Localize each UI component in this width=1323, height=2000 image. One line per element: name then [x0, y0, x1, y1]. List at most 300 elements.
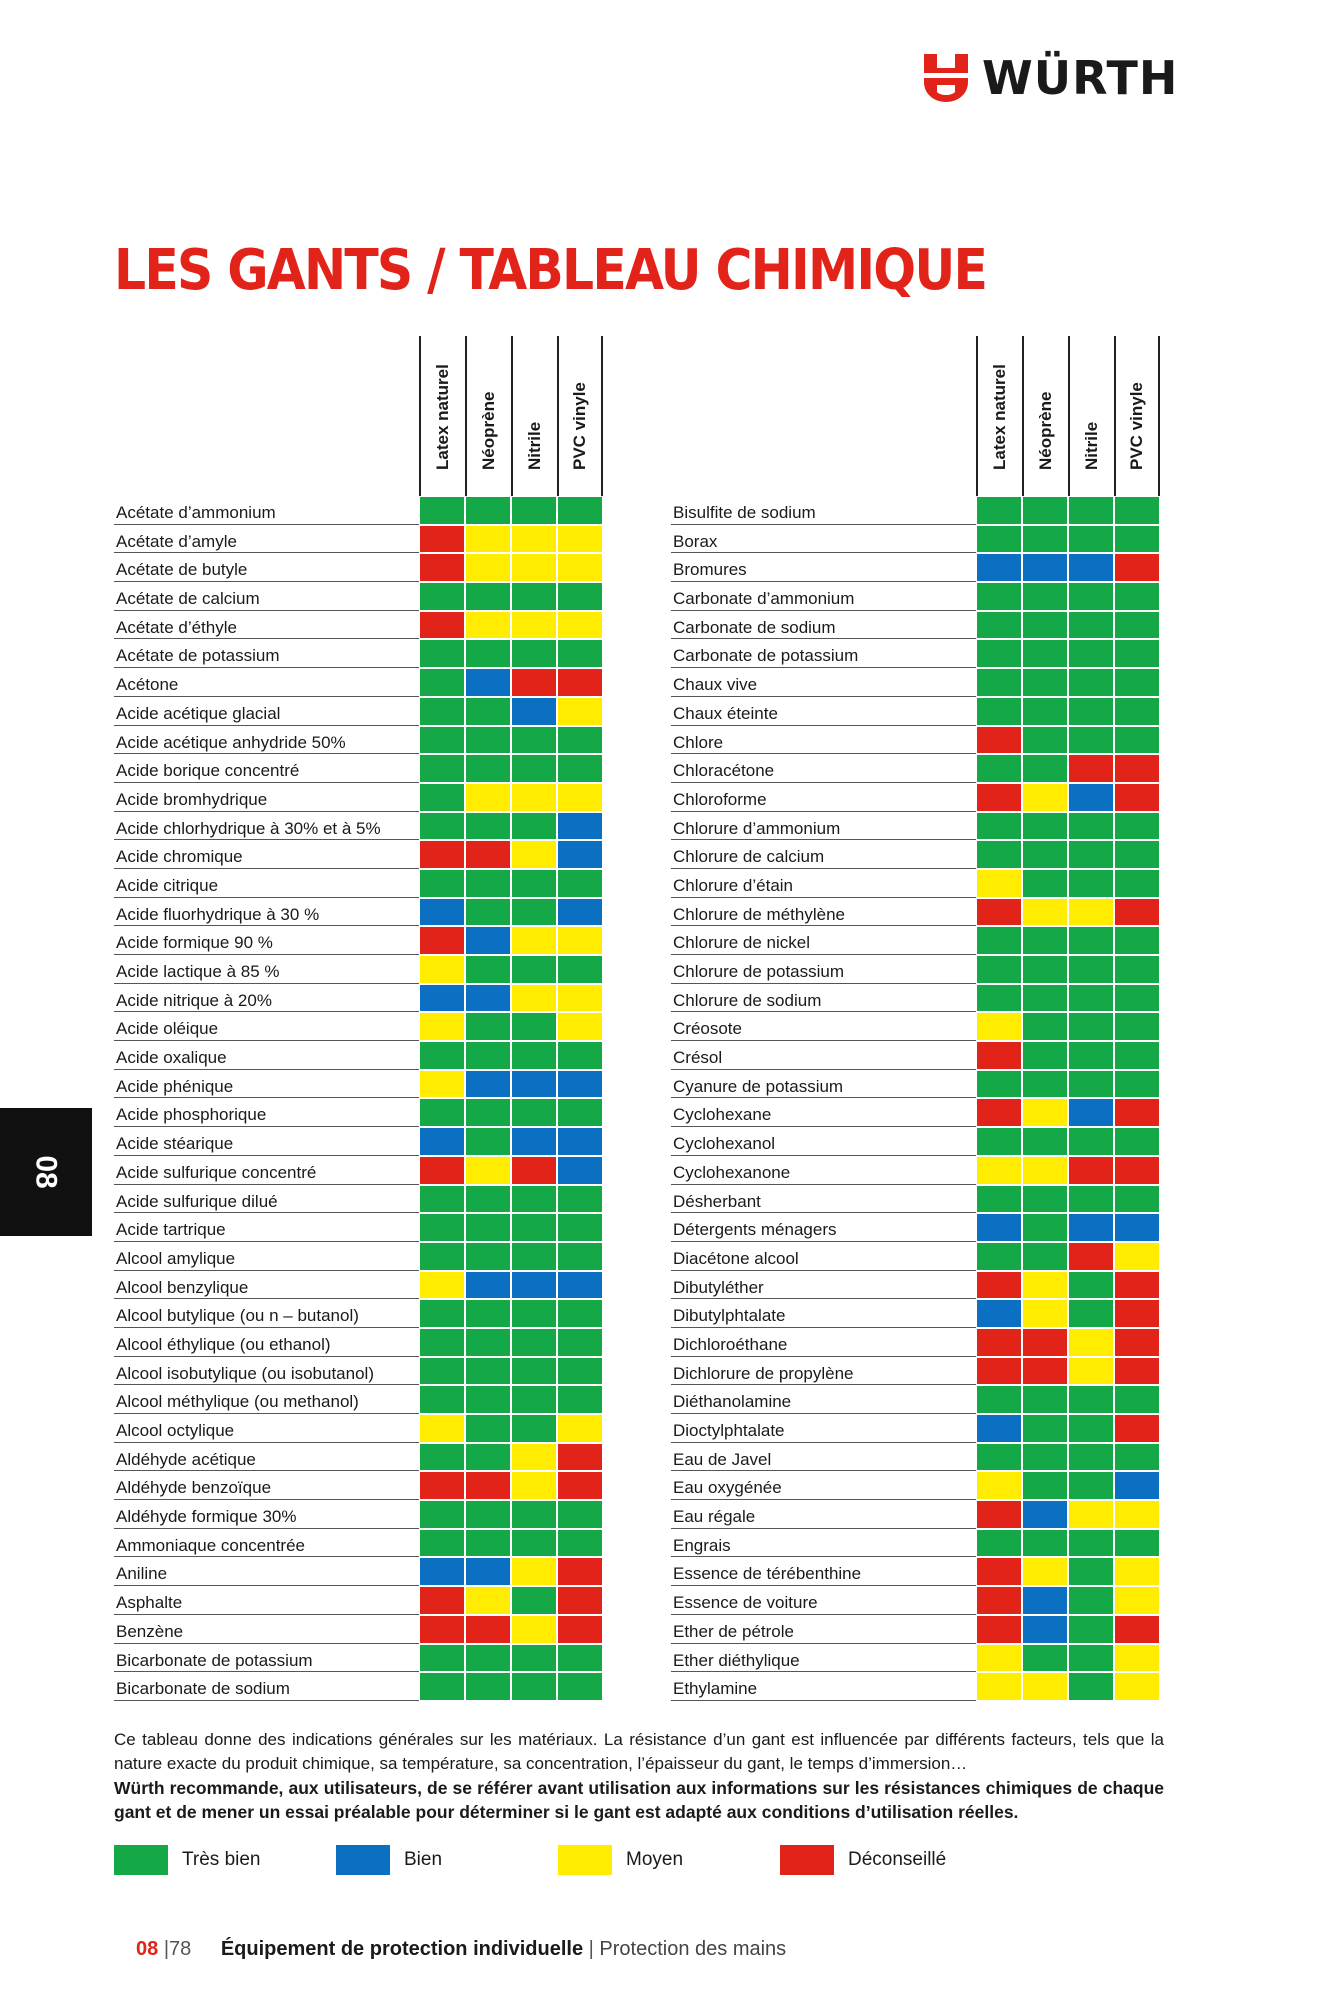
rating-cell — [1069, 1157, 1113, 1184]
rating-cell — [1115, 1501, 1159, 1528]
rating-cell — [512, 1358, 556, 1385]
section-tab-label: 08 — [30, 1155, 63, 1189]
rating-cell — [1023, 583, 1067, 610]
rating-cell — [558, 1558, 602, 1585]
rating-cell — [420, 1186, 464, 1213]
table-row — [114, 984, 603, 1013]
rating-cell — [1023, 727, 1067, 754]
chemical-name: Acide acétique anhydride 50% — [114, 726, 419, 755]
rating-cell — [1115, 698, 1159, 725]
rating-cell — [420, 612, 464, 639]
rating-cell — [558, 1186, 602, 1213]
rating-cell — [466, 1128, 510, 1155]
chemical-name: Acide chlorhydrique à 30% et à 5% — [114, 812, 419, 841]
rating-cell — [1023, 1329, 1067, 1356]
rating-cell — [420, 1616, 464, 1643]
table-row — [671, 582, 1160, 611]
rating-cell — [420, 1099, 464, 1126]
legend-swatch — [336, 1845, 390, 1875]
rating-cell — [1069, 1472, 1113, 1499]
table-row — [114, 1299, 603, 1328]
rating-cell — [1115, 1673, 1159, 1700]
rating-cell — [558, 1272, 602, 1299]
table-row — [671, 1242, 1160, 1271]
table-row — [671, 840, 1160, 869]
chemical-name: Eau régale — [671, 1500, 976, 1529]
rating-cell — [977, 1673, 1021, 1700]
rating-cell — [1069, 1558, 1113, 1585]
chemical-name: Aldéhyde acétique — [114, 1443, 419, 1472]
rating-cell — [466, 985, 510, 1012]
rating-cell — [977, 583, 1021, 610]
chemical-name: Essence de térébenthine — [671, 1557, 976, 1586]
rating-cell — [558, 813, 602, 840]
column-header-label: PVC vinyle — [1127, 382, 1146, 470]
chemical-name: Essence de voiture — [671, 1586, 976, 1615]
rating-cell — [1023, 870, 1067, 897]
table-row — [671, 1615, 1160, 1644]
chemical-name: Dichlorure de propylène — [671, 1357, 976, 1386]
rating-cell — [1069, 1071, 1113, 1098]
table-row — [671, 754, 1160, 783]
table-row — [114, 1098, 603, 1127]
rating-cell — [977, 554, 1021, 581]
rating-cell — [466, 669, 510, 696]
rating-cell — [1115, 1099, 1159, 1126]
rating-cell — [558, 1214, 602, 1241]
rating-cell — [420, 813, 464, 840]
rating-cell — [1115, 1530, 1159, 1557]
rating-cell — [558, 1415, 602, 1442]
table-row — [114, 1070, 603, 1099]
table-row — [671, 1271, 1160, 1300]
footer-separator: | — [588, 1938, 594, 1960]
table-row — [114, 1471, 603, 1500]
rating-cell — [1115, 1272, 1159, 1299]
rating-cell — [1115, 1042, 1159, 1069]
rating-cell — [420, 1587, 464, 1614]
table-row — [671, 1443, 1160, 1472]
rating-cell — [1023, 1673, 1067, 1700]
column-header-label: Latex naturel — [433, 364, 452, 470]
rating-cell — [466, 1472, 510, 1499]
rating-cell — [512, 727, 556, 754]
chemical-name: Acide sulfurique dilué — [114, 1185, 419, 1214]
rating-cell — [977, 1300, 1021, 1327]
table-row — [114, 582, 603, 611]
rating-cell — [420, 497, 464, 524]
rating-cell — [1023, 899, 1067, 926]
rating-cell — [1069, 1099, 1113, 1126]
rating-cell — [558, 526, 602, 553]
rating-cell — [420, 1444, 464, 1471]
table-row — [671, 869, 1160, 898]
column-header — [557, 336, 603, 496]
rating-cell — [466, 1300, 510, 1327]
rating-cell — [1023, 1099, 1067, 1126]
legend-label: Déconseillé — [848, 1849, 947, 1870]
rating-cell — [512, 1186, 556, 1213]
rating-cell — [1023, 1214, 1067, 1241]
rating-cell — [1069, 526, 1113, 553]
rating-cell — [977, 1329, 1021, 1356]
rating-cell — [466, 784, 510, 811]
rating-cell — [977, 1501, 1021, 1528]
chemical-name: Acide borique concentré — [114, 754, 419, 783]
rating-cell — [1023, 1616, 1067, 1643]
table-row — [114, 1041, 603, 1070]
table-row — [114, 553, 603, 582]
chemical-name: Chlorure de méthylène — [671, 898, 976, 927]
rating-cell — [420, 526, 464, 553]
rating-cell — [977, 1530, 1021, 1557]
rating-cell — [466, 554, 510, 581]
chemical-name: Chlorure d’ammonium — [671, 812, 976, 841]
rating-cell — [512, 1214, 556, 1241]
rating-cell — [512, 1501, 556, 1528]
column-header-label: Nitrile — [525, 421, 544, 470]
rating-cell — [977, 640, 1021, 667]
rating-cell — [466, 1214, 510, 1241]
chemical-name: Désherbant — [671, 1185, 976, 1214]
rating-cell — [977, 1071, 1021, 1098]
table-row — [114, 1414, 603, 1443]
rating-cell — [420, 1472, 464, 1499]
rating-cell — [1115, 583, 1159, 610]
page-title: LES GANTS / TABLEAU CHIMIQUE — [114, 238, 987, 303]
rating-cell — [1023, 612, 1067, 639]
rating-cell — [512, 1415, 556, 1442]
rating-cell — [1115, 1329, 1159, 1356]
rating-cell — [512, 1013, 556, 1040]
column-header-label: Néoprène — [479, 391, 498, 470]
rating-cell — [420, 1358, 464, 1385]
rating-cell — [512, 1444, 556, 1471]
chemical-name: Alcool butylique (ou n – butanol) — [114, 1299, 419, 1328]
table-row — [114, 697, 603, 726]
rating-cell — [512, 755, 556, 782]
rating-cell — [1115, 755, 1159, 782]
rating-cell — [512, 1645, 556, 1672]
rating-cell — [977, 784, 1021, 811]
legend-label: Moyen — [626, 1849, 684, 1870]
chemical-name: Cyclohexanol — [671, 1127, 976, 1156]
chemical-name: Acétate de calcium — [114, 582, 419, 611]
table-row — [671, 639, 1160, 668]
rating-cell — [1069, 1329, 1113, 1356]
table-row — [114, 840, 603, 869]
table-row — [114, 639, 603, 668]
table-row — [671, 1471, 1160, 1500]
rating-cell — [977, 956, 1021, 983]
rating-cell — [558, 1645, 602, 1672]
chemical-name: Chlorure de nickel — [671, 926, 976, 955]
rating-cell — [420, 1042, 464, 1069]
rating-cell — [1069, 1501, 1113, 1528]
rating-cell — [466, 1558, 510, 1585]
rating-cell — [558, 1071, 602, 1098]
table-row — [114, 1271, 603, 1300]
table-row — [671, 1557, 1160, 1586]
rating-cell — [1023, 1128, 1067, 1155]
rating-cell — [1023, 1645, 1067, 1672]
rating-cell — [1069, 1673, 1113, 1700]
chemical-name: Cyclohexanone — [671, 1156, 976, 1185]
chemical-name: Diéthanolamine — [671, 1385, 976, 1414]
rating-cell — [977, 1645, 1021, 1672]
table-row — [671, 1156, 1160, 1185]
page-footer — [136, 1938, 786, 1961]
rating-cell — [558, 583, 602, 610]
rating-cell — [558, 698, 602, 725]
rating-cell — [977, 1444, 1021, 1471]
chemical-name: Chlore — [671, 726, 976, 755]
chemical-name: Acide tartrique — [114, 1213, 419, 1242]
chemical-name: Chlorure de sodium — [671, 984, 976, 1013]
rating-cell — [558, 1530, 602, 1557]
rating-cell — [1069, 1587, 1113, 1614]
table-row — [114, 754, 603, 783]
table-row — [114, 926, 603, 955]
chemical-name: Acétone — [114, 668, 419, 697]
rating-cell — [466, 1645, 510, 1672]
rating-cell — [466, 1099, 510, 1126]
rating-cell — [977, 1587, 1021, 1614]
chemical-name: Alcool éthylique (ou ethanol) — [114, 1328, 419, 1357]
rating-cell — [1115, 497, 1159, 524]
chemical-name: Acide bromhydrique — [114, 783, 419, 812]
rating-cell — [420, 985, 464, 1012]
chemical-name: Acide phosphorique — [114, 1098, 419, 1127]
chemical-name: Ether diéthylique — [671, 1644, 976, 1673]
rating-cell — [1069, 554, 1113, 581]
table-row — [671, 525, 1160, 554]
rating-cell — [1115, 1645, 1159, 1672]
rating-cell — [1115, 956, 1159, 983]
rating-cell — [512, 1042, 556, 1069]
rating-cell — [512, 1558, 556, 1585]
column-header-label: Latex naturel — [990, 364, 1009, 470]
rating-cell — [1069, 698, 1113, 725]
rating-cell — [558, 1128, 602, 1155]
column-header-label: PVC vinyle — [570, 382, 589, 470]
rating-cell — [512, 1157, 556, 1184]
rating-cell — [1115, 526, 1159, 553]
rating-cell — [512, 1099, 556, 1126]
rating-cell — [466, 1329, 510, 1356]
rating-cell — [1023, 1415, 1067, 1442]
brand-name: WÜRTH — [982, 51, 1179, 105]
rating-cell — [512, 1329, 556, 1356]
table-row — [114, 611, 603, 640]
chemical-name: Diacétone alcool — [671, 1242, 976, 1271]
chemical-name: Acétate de butyle — [114, 553, 419, 582]
table-row — [114, 812, 603, 841]
rating-cell — [466, 870, 510, 897]
chemical-name: Acide oxalique — [114, 1041, 419, 1070]
rating-cell — [420, 1071, 464, 1098]
rating-cell — [558, 1587, 602, 1614]
table-row — [671, 1529, 1160, 1558]
rating-cell — [977, 1128, 1021, 1155]
table-row — [671, 812, 1160, 841]
rating-cell — [420, 755, 464, 782]
rating-cell — [420, 1673, 464, 1700]
rating-cell — [1023, 497, 1067, 524]
column-header — [419, 336, 465, 496]
table-row — [671, 697, 1160, 726]
rating-cell — [466, 612, 510, 639]
rating-cell — [466, 1013, 510, 1040]
table-row — [114, 1385, 603, 1414]
rating-cell — [1069, 1243, 1113, 1270]
rating-cell — [512, 1071, 556, 1098]
rating-cell — [512, 698, 556, 725]
rating-cell — [512, 497, 556, 524]
legend-swatch — [114, 1845, 168, 1875]
wurth-logo[interactable] — [922, 52, 1178, 104]
rating-cell — [558, 899, 602, 926]
column-header — [465, 336, 511, 496]
rating-cell — [1115, 1157, 1159, 1184]
chemical-name: Créosote — [671, 1012, 976, 1041]
rating-cell — [420, 1214, 464, 1241]
table-row — [671, 668, 1160, 697]
rating-cell — [466, 899, 510, 926]
rating-cell — [466, 1243, 510, 1270]
chemical-name: Chloroforme — [671, 783, 976, 812]
footer-page-number: 78 — [169, 1938, 192, 1960]
section-tab[interactable] — [0, 1108, 92, 1236]
chemical-name: Acétate d’éthyle — [114, 611, 419, 640]
chemical-name: Alcool amylique — [114, 1242, 419, 1271]
rating-cell — [1115, 554, 1159, 581]
rating-cell — [466, 1386, 510, 1413]
rating-cell — [512, 1472, 556, 1499]
rating-cell — [977, 727, 1021, 754]
rating-cell — [1115, 1444, 1159, 1471]
chemical-name: Acide oléique — [114, 1012, 419, 1041]
chemical-name: Acide nitrique à 20% — [114, 984, 419, 1013]
rating-cell — [558, 640, 602, 667]
rating-cell — [466, 583, 510, 610]
rating-cell — [558, 1358, 602, 1385]
rating-cell — [1069, 899, 1113, 926]
rating-cell — [512, 1300, 556, 1327]
rating-cell — [1115, 640, 1159, 667]
rating-cell — [420, 554, 464, 581]
rating-cell — [466, 813, 510, 840]
table-row — [114, 668, 603, 697]
rating-cell — [1023, 841, 1067, 868]
rating-cell — [1023, 784, 1067, 811]
table-row — [114, 1328, 603, 1357]
rating-cell — [558, 841, 602, 868]
rating-cell — [420, 784, 464, 811]
rating-cell — [558, 927, 602, 954]
table-row — [114, 1529, 603, 1558]
table-row — [671, 1213, 1160, 1242]
rating-cell — [977, 497, 1021, 524]
table-row — [671, 955, 1160, 984]
chemical-name: Chlorure de potassium — [671, 955, 976, 984]
table-row — [114, 496, 603, 525]
chemical-name: Ether de pétrole — [671, 1615, 976, 1644]
chemical-name: Carbonate de potassium — [671, 639, 976, 668]
rating-cell — [512, 870, 556, 897]
rating-cell — [512, 669, 556, 696]
rating-cell — [512, 1530, 556, 1557]
footer-section-number: 08 — [136, 1938, 159, 1960]
table-row — [114, 1644, 603, 1673]
rating-cell — [1115, 1013, 1159, 1040]
chemical-name: Aldéhyde formique 30% — [114, 1500, 419, 1529]
rating-cell — [466, 640, 510, 667]
rating-cell — [512, 554, 556, 581]
chemical-name: Dibutylphtalate — [671, 1299, 976, 1328]
rating-cell — [1023, 1243, 1067, 1270]
rating-cell — [977, 1558, 1021, 1585]
rating-cell — [1069, 1415, 1113, 1442]
table-row — [671, 898, 1160, 927]
rating-cell — [512, 841, 556, 868]
rating-cell — [977, 1099, 1021, 1126]
legend-swatch — [558, 1845, 612, 1875]
table-row — [671, 1357, 1160, 1386]
chemical-name: Acide chromique — [114, 840, 419, 869]
rating-cell — [1115, 927, 1159, 954]
table-row — [114, 1500, 603, 1529]
rating-cell — [512, 526, 556, 553]
rating-cell — [1115, 727, 1159, 754]
table-row — [671, 1012, 1160, 1041]
rating-cell — [1069, 1444, 1113, 1471]
rating-cell — [558, 1386, 602, 1413]
column-header — [511, 336, 557, 496]
legend-label: Très bien — [182, 1849, 261, 1870]
legend-label: Bien — [404, 1849, 443, 1870]
footer-subcategory: Protection des mains — [599, 1938, 787, 1960]
table-row — [671, 611, 1160, 640]
column-header-label: Néoprène — [1036, 391, 1055, 470]
legend-item — [558, 1845, 780, 1875]
rating-cell — [420, 1530, 464, 1557]
rating-cell — [977, 1157, 1021, 1184]
right-chemical-table — [671, 336, 1160, 1701]
table-row — [671, 1500, 1160, 1529]
chemical-name: Acétate d’ammonium — [114, 496, 419, 525]
rating-cell — [466, 497, 510, 524]
table-row — [671, 1414, 1160, 1443]
table-row — [114, 726, 603, 755]
chemical-name: Chlorure de calcium — [671, 840, 976, 869]
rating-cell — [1069, 956, 1113, 983]
rating-cell — [1023, 1042, 1067, 1069]
chemical-name: Chlorure d’étain — [671, 869, 976, 898]
rating-cell — [420, 841, 464, 868]
rating-cell — [1069, 497, 1113, 524]
rating-cell — [1069, 755, 1113, 782]
table-row — [114, 869, 603, 898]
rating-cell — [420, 1645, 464, 1672]
rating-cell — [420, 1501, 464, 1528]
rating-cell — [1069, 841, 1113, 868]
column-header — [976, 336, 1022, 496]
table-row — [671, 1185, 1160, 1214]
rating-cell — [1023, 927, 1067, 954]
rating-cell — [466, 1071, 510, 1098]
rating-cell — [1069, 1645, 1113, 1672]
